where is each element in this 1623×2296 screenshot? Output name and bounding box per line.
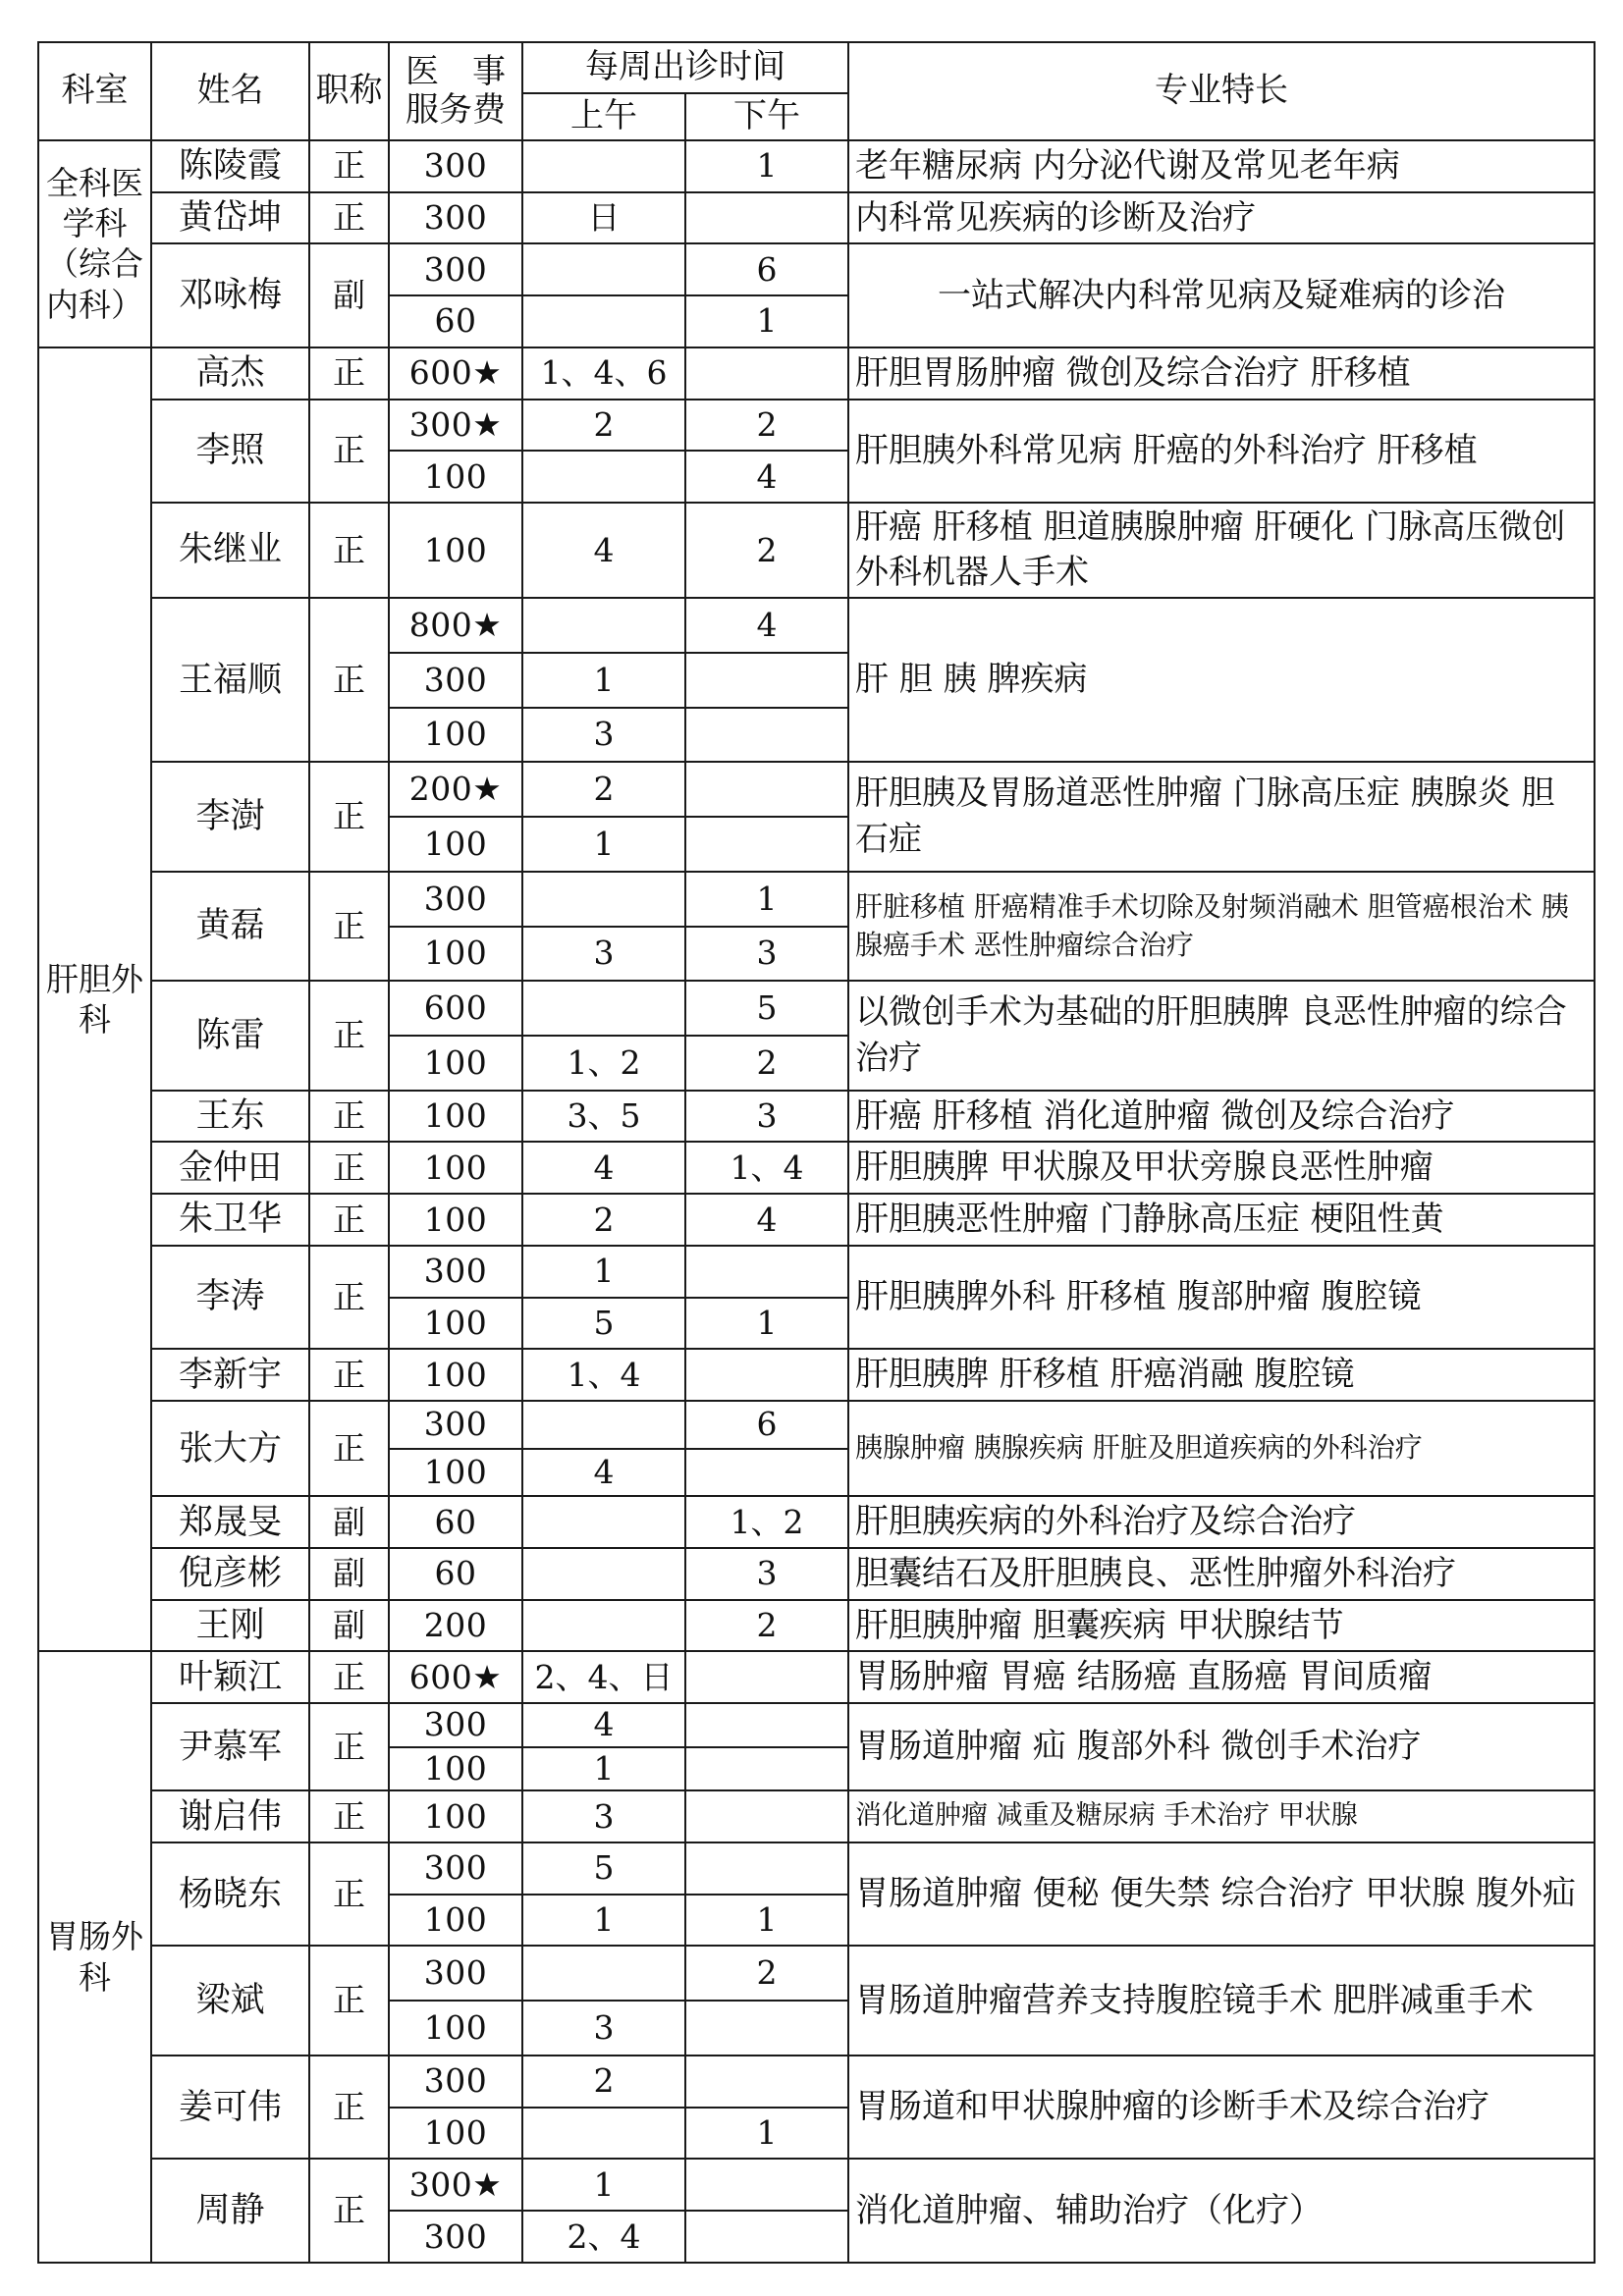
doctor-specialty: 肝胆胰脾 肝移植 肝癌消融 腹腔镜: [848, 1349, 1595, 1401]
doctor-specialty: 老年糖尿病 内分泌代谢及常见老年病: [848, 140, 1595, 192]
doctor-specialty: 胃肠道肿瘤 疝 腹部外科 微创手术治疗: [848, 1703, 1595, 1790]
doctor-title: 副: [309, 1600, 389, 1652]
afternoon-days: [685, 1703, 848, 1747]
service-fee: 100: [389, 1349, 522, 1401]
doctor-title: 正: [309, 347, 389, 400]
doctor-title: 正: [309, 503, 389, 598]
doctor-name: 李照: [151, 400, 309, 503]
doctor-title: 正: [309, 1246, 389, 1349]
afternoon-days: [685, 2056, 848, 2108]
header-title: 职称: [309, 42, 389, 140]
table-row: [38, 192, 1595, 244]
morning-days: 4: [522, 1449, 685, 1497]
service-fee: 300: [389, 192, 522, 244]
service-fee: 60: [389, 1496, 522, 1548]
header-fee-line1: 医 事: [406, 51, 506, 91]
doctor-title: 正: [309, 872, 389, 982]
service-fee: 300: [389, 2211, 522, 2263]
afternoon-days: 3: [685, 1091, 848, 1143]
afternoon-days: [685, 2211, 848, 2263]
afternoon-days: 6: [685, 243, 848, 295]
doctor-name: 陈陵霞: [151, 140, 309, 192]
morning-days: [522, 981, 685, 1036]
doctor-specialty: 胃肠道肿瘤 便秘 便失禁 综合治疗 甲状腺 腹外疝: [848, 1842, 1595, 1946]
service-fee: 100: [389, 1895, 522, 1947]
morning-days: 5: [522, 1298, 685, 1350]
afternoon-days: 2: [685, 503, 848, 598]
doctor-specialty: 胃肠道肿瘤营养支持腹腔镜手术 肥胖减重手术: [848, 1946, 1595, 2056]
service-fee: 300★: [389, 400, 522, 452]
service-fee: 100: [389, 503, 522, 598]
doctor-name: 谢启伟: [151, 1790, 309, 1842]
table-row: [38, 1651, 1595, 1703]
service-fee: 60: [389, 295, 522, 347]
doctor-schedule-table: [37, 41, 1596, 2264]
service-fee: 100: [389, 1298, 522, 1350]
service-fee: 300: [389, 243, 522, 295]
table-row: [38, 1946, 1595, 2001]
service-fee: 300: [389, 1842, 522, 1895]
service-fee: 60: [389, 1548, 522, 1600]
service-fee: 800★: [389, 598, 522, 653]
doctor-specialty: 肝脏移植 肝癌精准手术切除及射频消融术 胆管癌根治术 胰腺癌手术 恶性肿瘤综合治疗: [848, 872, 1595, 982]
service-fee: 200: [389, 1600, 522, 1652]
doctor-name: 郑晟旻: [151, 1496, 309, 1548]
table-row: [38, 1194, 1595, 1246]
morning-days: [522, 295, 685, 347]
service-fee: 600: [389, 981, 522, 1036]
service-fee: 100: [389, 817, 522, 872]
afternoon-days: 1: [685, 872, 848, 927]
table-row: [38, 872, 1595, 927]
table-row: [38, 762, 1595, 817]
afternoon-days: 5: [685, 981, 848, 1036]
doctor-specialty: 肝胆胰脾 甲状腺及甲状旁腺良恶性肿瘤: [848, 1142, 1595, 1194]
service-fee: 100: [389, 1091, 522, 1143]
afternoon-days: [685, 2159, 848, 2211]
doctor-title: 正: [309, 1091, 389, 1143]
doctor-name: 黄磊: [151, 872, 309, 982]
header-pm: 下午: [685, 93, 848, 140]
service-fee: 100: [389, 1449, 522, 1497]
doctor-title: 正: [309, 981, 389, 1091]
doctor-specialty: 肝胆胰脾外科 肝移植 腹部肿瘤 腹腔镜: [848, 1246, 1595, 1349]
afternoon-days: [685, 1790, 848, 1842]
doctor-specialty: 肝胆胰疾病的外科治疗及综合治疗: [848, 1496, 1595, 1548]
service-fee: 600★: [389, 1651, 522, 1703]
header-fee: [389, 42, 522, 140]
morning-days: 4: [522, 1703, 685, 1747]
morning-days: 1、4、6: [522, 347, 685, 400]
service-fee: 100: [389, 1036, 522, 1091]
morning-days: 1: [522, 2159, 685, 2211]
morning-days: 1: [522, 1895, 685, 1947]
morning-days: 2: [522, 1194, 685, 1246]
morning-days: [522, 243, 685, 295]
table-row: [38, 347, 1595, 400]
table-row: [38, 1091, 1595, 1143]
doctor-title: 正: [309, 1142, 389, 1194]
morning-days: 2: [522, 2056, 685, 2108]
header-dept: 科室: [38, 42, 151, 140]
morning-days: [522, 1600, 685, 1652]
morning-days: [522, 2108, 685, 2160]
doctor-title: 副: [309, 1496, 389, 1548]
service-fee: 300: [389, 872, 522, 927]
doctor-title: 正: [309, 1946, 389, 2056]
doctor-name: 姜可伟: [151, 2056, 309, 2159]
morning-days: 3: [522, 1790, 685, 1842]
morning-days: [522, 1548, 685, 1600]
service-fee: 300: [389, 1246, 522, 1298]
table-row: [38, 1548, 1595, 1600]
morning-days: 2: [522, 762, 685, 817]
afternoon-days: 1: [685, 2108, 848, 2160]
afternoon-days: 1: [685, 140, 848, 192]
afternoon-days: [685, 762, 848, 817]
doctor-name: 尹慕军: [151, 1703, 309, 1790]
table-row: [38, 1842, 1595, 1895]
afternoon-days: [685, 192, 848, 244]
doctor-specialty: 肝 胆 胰 脾疾病: [848, 598, 1595, 762]
morning-days: 1: [522, 1246, 685, 1298]
table-row: [38, 503, 1595, 598]
afternoon-days: [685, 1842, 848, 1895]
service-fee: 200★: [389, 762, 522, 817]
morning-days: 4: [522, 1142, 685, 1194]
morning-days: 1: [522, 817, 685, 872]
afternoon-days: 3: [685, 1548, 848, 1600]
afternoon-days: [685, 1651, 848, 1703]
afternoon-days: 1、4: [685, 1142, 848, 1194]
afternoon-days: [685, 2001, 848, 2056]
doctor-name: 张大方: [151, 1401, 309, 1496]
doctor-specialty: 消化道肿瘤 减重及糖尿病 手术治疗 甲状腺: [848, 1790, 1595, 1842]
morning-days: [522, 1401, 685, 1449]
morning-days: 3: [522, 708, 685, 763]
doctor-specialty: 一站式解决内科常见病及疑难病的诊治: [848, 243, 1595, 347]
service-fee: 600★: [389, 347, 522, 400]
morning-days: [522, 1496, 685, 1548]
doctor-name: 李涛: [151, 1246, 309, 1349]
doctor-name: 朱卫华: [151, 1194, 309, 1246]
morning-days: 日: [522, 192, 685, 244]
afternoon-days: [685, 347, 848, 400]
table-row: [38, 2056, 1595, 2108]
table-row: [38, 400, 1595, 452]
doctor-name: 金仲田: [151, 1142, 309, 1194]
afternoon-days: 1: [685, 1895, 848, 1947]
doctor-name: 高杰: [151, 347, 309, 400]
afternoon-days: 4: [685, 451, 848, 503]
doctor-specialty: 肝癌 肝移植 消化道肿瘤 微创及综合治疗: [848, 1091, 1595, 1143]
afternoon-days: [685, 1747, 848, 1791]
service-fee: 300★: [389, 2159, 522, 2211]
doctor-specialty: 胰腺肿瘤 胰腺疾病 肝脏及胆道疾病的外科治疗: [848, 1401, 1595, 1496]
doctor-name: 李新宇: [151, 1349, 309, 1401]
department-name: 全科医学科（综合内科）: [38, 140, 151, 347]
department-name: 胃肠外科: [38, 1651, 151, 2263]
afternoon-days: 6: [685, 1401, 848, 1449]
doctor-specialty: 消化道肿瘤、辅助治疗（化疗）: [848, 2159, 1595, 2263]
morning-days: 2、4、日: [522, 1651, 685, 1703]
service-fee: 100: [389, 1142, 522, 1194]
doctor-title: 正: [309, 1842, 389, 1946]
doctor-specialty: 肝癌 肝移植 胆道胰腺肿瘤 肝硬化 门脉高压微创外科机器人手术: [848, 503, 1595, 598]
doctor-name: 梁斌: [151, 1946, 309, 2056]
afternoon-days: 3: [685, 927, 848, 982]
afternoon-days: 2: [685, 1036, 848, 1091]
doctor-title: 正: [309, 598, 389, 762]
doctor-name: 李澍: [151, 762, 309, 872]
table-row: [38, 1142, 1595, 1194]
table-row: [38, 140, 1595, 192]
doctor-title: 正: [309, 1703, 389, 1790]
morning-days: [522, 598, 685, 653]
service-fee: 100: [389, 708, 522, 763]
service-fee: 100: [389, 1790, 522, 1842]
morning-days: [522, 1946, 685, 2001]
morning-days: 3: [522, 927, 685, 982]
doctor-name: 陈雷: [151, 981, 309, 1091]
header-weekly-hours: 每周出诊时间: [522, 42, 848, 93]
doctor-name: 倪彦彬: [151, 1548, 309, 1600]
afternoon-days: 2: [685, 400, 848, 452]
doctor-name: 王福顺: [151, 598, 309, 762]
service-fee: 100: [389, 2001, 522, 2056]
doctor-specialty: 以微创手术为基础的肝胆胰脾 良恶性肿瘤的综合治疗: [848, 981, 1595, 1091]
doctor-title: 正: [309, 140, 389, 192]
doctor-name: 王东: [151, 1091, 309, 1143]
afternoon-days: [685, 817, 848, 872]
header-specialty: 专业特长: [848, 42, 1595, 140]
afternoon-days: 2: [685, 1946, 848, 2001]
service-fee: 100: [389, 1747, 522, 1791]
doctor-specialty: 肝胆胰恶性肿瘤 门静脉高压症 梗阻性黄: [848, 1194, 1595, 1246]
department-name: 肝胆外科: [38, 347, 151, 1652]
doctor-title: 正: [309, 1401, 389, 1496]
doctor-title: 正: [309, 1349, 389, 1401]
morning-days: [522, 140, 685, 192]
doctor-specialty: 肝胆胃肠肿瘤 微创及综合治疗 肝移植: [848, 347, 1595, 400]
service-fee: 300: [389, 140, 522, 192]
afternoon-days: [685, 1449, 848, 1497]
header-name: 姓名: [151, 42, 309, 140]
afternoon-days: 4: [685, 598, 848, 653]
doctor-title: 正: [309, 400, 389, 503]
doctor-specialty: 肝胆胰肿瘤 胆囊疾病 甲状腺结节: [848, 1600, 1595, 1652]
service-fee: 300: [389, 653, 522, 708]
table-row: [38, 1349, 1595, 1401]
doctor-title: 正: [309, 1651, 389, 1703]
table-row: [38, 1790, 1595, 1842]
service-fee: 100: [389, 2108, 522, 2160]
afternoon-days: [685, 1349, 848, 1401]
doctor-name: 王刚: [151, 1600, 309, 1652]
morning-days: 1、4: [522, 1349, 685, 1401]
doctor-title: 正: [309, 2159, 389, 2263]
doctor-title: 副: [309, 243, 389, 347]
doctor-specialty: 内科常见疾病的诊断及治疗: [848, 192, 1595, 244]
schedule-body: [38, 140, 1595, 2263]
doctor-title: 正: [309, 192, 389, 244]
morning-days: 5: [522, 1842, 685, 1895]
afternoon-days: 4: [685, 1194, 848, 1246]
morning-days: 3、5: [522, 1091, 685, 1143]
header-fee-line2: 服务费: [406, 90, 506, 130]
morning-days: 4: [522, 503, 685, 598]
header-am: 上午: [522, 93, 685, 140]
table-row: [38, 1246, 1595, 1298]
doctor-name: 邓咏梅: [151, 243, 309, 347]
table-row: [38, 598, 1595, 653]
morning-days: 1、2: [522, 1036, 685, 1091]
afternoon-days: [685, 708, 848, 763]
doctor-specialty: 胆囊结石及肝胆胰良、恶性肿瘤外科治疗: [848, 1548, 1595, 1600]
service-fee: 100: [389, 927, 522, 982]
table-row: [38, 1401, 1595, 1449]
doctor-specialty: 肝胆胰外科常见病 肝癌的外科治疗 肝移植: [848, 400, 1595, 503]
afternoon-days: 2: [685, 1600, 848, 1652]
morning-days: 2、4: [522, 2211, 685, 2263]
service-fee: 300: [389, 1946, 522, 2001]
morning-days: 1: [522, 1747, 685, 1791]
doctor-name: 叶颖江: [151, 1651, 309, 1703]
doctor-title: 副: [309, 1548, 389, 1600]
afternoon-days: [685, 653, 848, 708]
morning-days: 2: [522, 400, 685, 452]
doctor-specialty: 胃肠道和甲状腺肿瘤的诊断手术及综合治疗: [848, 2056, 1595, 2159]
table-row: [38, 981, 1595, 1036]
doctor-title: 正: [309, 1194, 389, 1246]
service-fee: 300: [389, 1401, 522, 1449]
doctor-title: 正: [309, 762, 389, 872]
doctor-specialty: 肝胆胰及胃肠道恶性肿瘤 门脉高压症 胰腺炎 胆石症: [848, 762, 1595, 872]
doctor-title: 正: [309, 1790, 389, 1842]
service-fee: 300: [389, 2056, 522, 2108]
doctor-specialty: 胃肠肿瘤 胃癌 结肠癌 直肠癌 胃间质瘤: [848, 1651, 1595, 1703]
doctor-name: 朱继业: [151, 503, 309, 598]
doctor-name: 杨晓东: [151, 1842, 309, 1946]
table-row: [38, 1600, 1595, 1652]
doctor-name: 黄岱坤: [151, 192, 309, 244]
doctor-title: 正: [309, 2056, 389, 2159]
service-fee: 100: [389, 1194, 522, 1246]
table-row: [38, 243, 1595, 295]
table-row: [38, 1703, 1595, 1747]
afternoon-days: 1: [685, 1298, 848, 1350]
morning-days: [522, 451, 685, 503]
service-fee: 300: [389, 1703, 522, 1747]
morning-days: 3: [522, 2001, 685, 2056]
service-fee: 100: [389, 451, 522, 503]
afternoon-days: 1: [685, 295, 848, 347]
table-row: [38, 1496, 1595, 1548]
afternoon-days: [685, 1246, 848, 1298]
afternoon-days: 1、2: [685, 1496, 848, 1548]
table-row: [38, 2159, 1595, 2211]
morning-days: 1: [522, 653, 685, 708]
doctor-name: 周静: [151, 2159, 309, 2263]
morning-days: [522, 872, 685, 927]
